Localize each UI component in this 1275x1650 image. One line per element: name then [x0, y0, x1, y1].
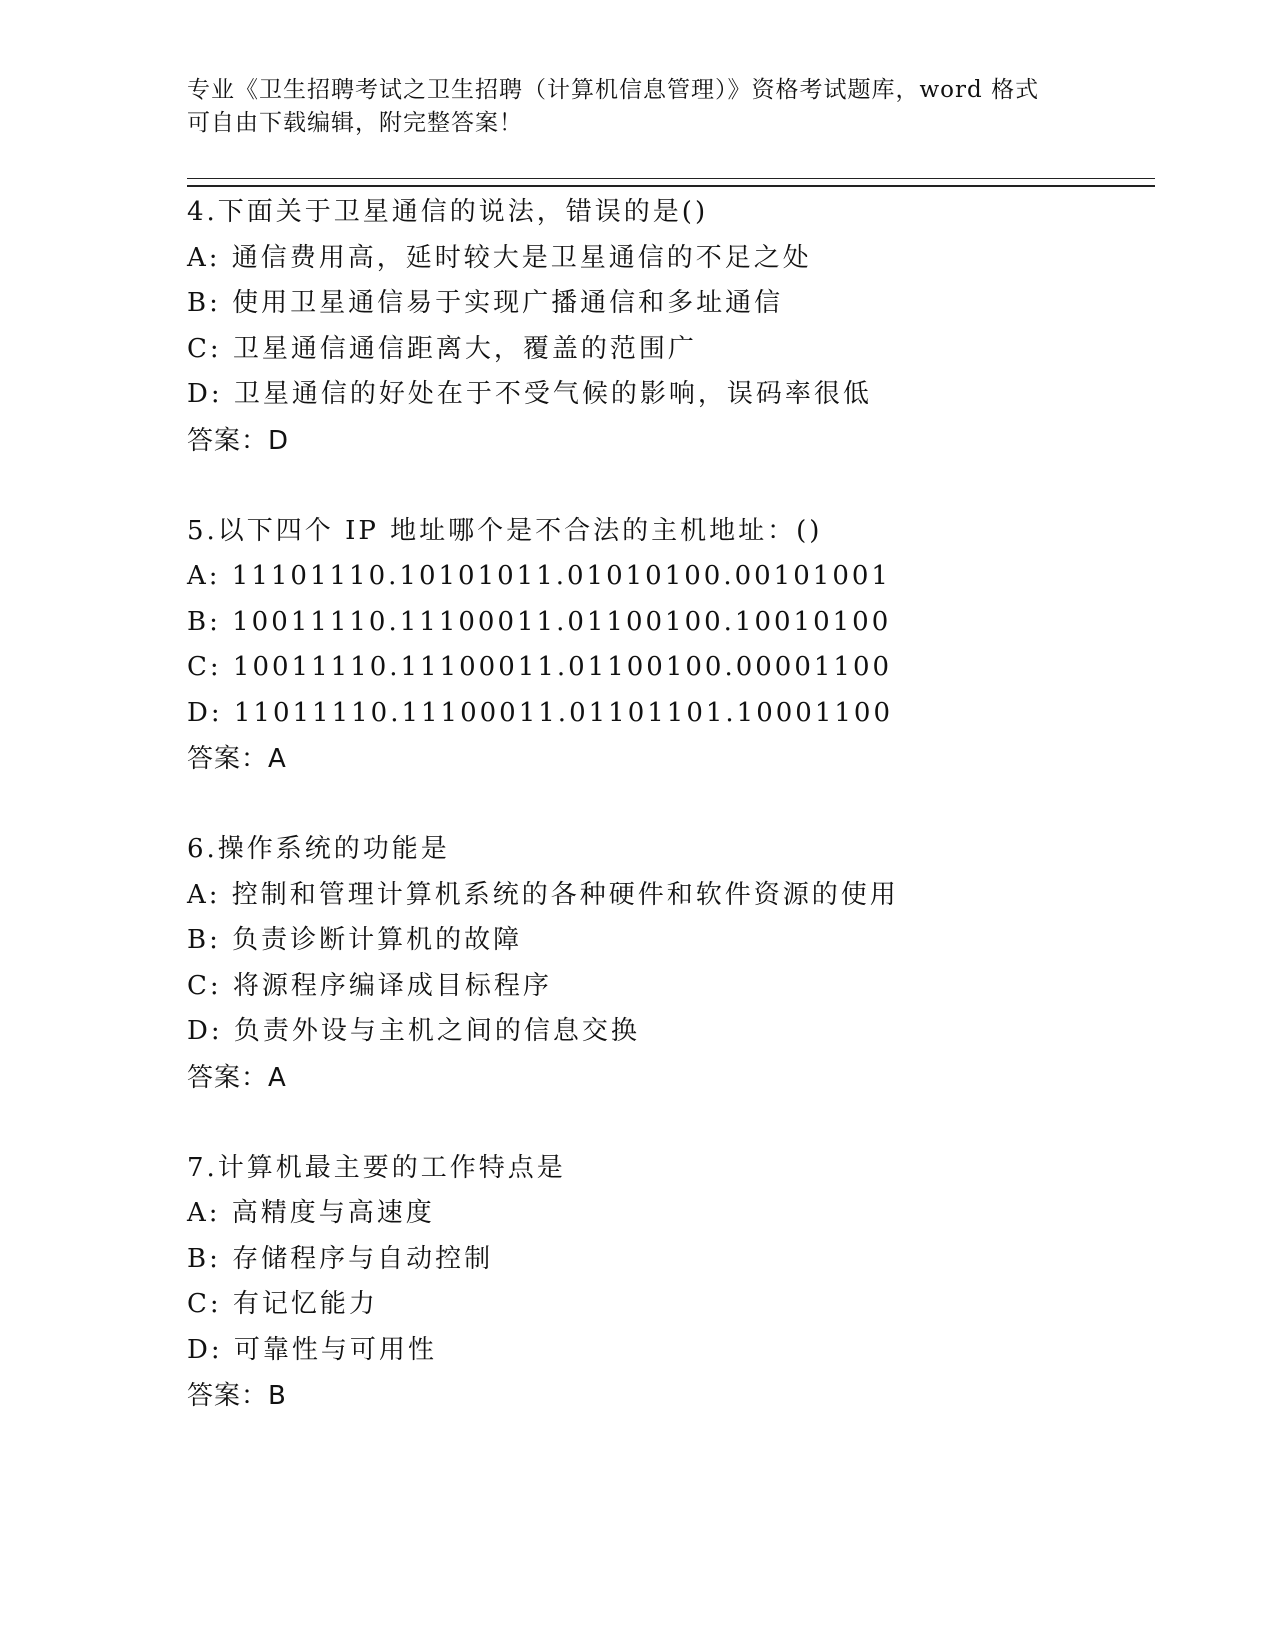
option-c: C: 有记忆能力 — [187, 1289, 378, 1319]
option-b: B: 负责诊断计算机的故障 — [187, 925, 523, 955]
option-a: A: 控制和管理计算机系统的各种硬件和软件资源的使用 — [187, 879, 899, 910]
question-5 — [187, 509, 1155, 783]
answer-line: 答案：A — [187, 1062, 287, 1093]
option-c: C: 10011110.11100011.01100100.00001100 — [187, 652, 893, 682]
option-d: D: 可靠性与可用性 — [187, 1334, 437, 1365]
header-divider — [187, 178, 1155, 187]
answer-line: 答案：D — [187, 425, 290, 456]
option-b: B: 10011110.11100011.01100100.10010100 — [187, 606, 892, 637]
option-d: D: 卫星通信的好处在于不受气候的影响，误码率很低 — [187, 379, 872, 409]
document-header — [187, 74, 1087, 140]
option-b: B: 使用卫星通信易于实现广播通信和多址通信 — [187, 288, 784, 318]
question-4 — [187, 190, 1155, 464]
option-d: D: 负责外设与主机之间的信息交换 — [187, 1016, 640, 1046]
option-a: A: 高精度与高速度 — [187, 1198, 435, 1228]
question-stem: 6.操作系统的功能是 — [187, 834, 450, 864]
header-line-1: 专业《卫生招聘考试之卫生招聘（计算机信息管理）》资格考试题库，word 格式 — [187, 77, 1040, 103]
question-stem: 4.下面关于卫星通信的说法，错误的是() — [187, 197, 709, 227]
question-list — [187, 190, 1155, 1464]
option-a: A: 通信费用高，延时较大是卫星通信的不足之处 — [187, 242, 812, 273]
option-c: C: 卫星通信通信距离大，覆盖的范围广 — [187, 333, 697, 364]
answer-line: 答案：A — [187, 744, 287, 774]
question-6 — [187, 827, 1155, 1101]
option-d: D: 11011110.11100011.01101101.10001100 — [187, 697, 894, 728]
option-a: A: 11101110.10101011.01010100.00101001 — [187, 561, 891, 591]
question-stem: 5.以下四个 IP 地址哪个是不合法的主机地址：() — [187, 515, 823, 546]
answer-line: 答案：B — [187, 1381, 287, 1411]
question-stem: 7.计算机最主要的工作特点是 — [187, 1152, 566, 1183]
option-b: B: 存储程序与自动控制 — [187, 1243, 494, 1274]
question-7 — [187, 1146, 1155, 1420]
option-c: C: 将源程序编译成目标程序 — [187, 970, 552, 1001]
header-line-2: 可自由下载编辑，附完整答案！ — [187, 110, 523, 136]
